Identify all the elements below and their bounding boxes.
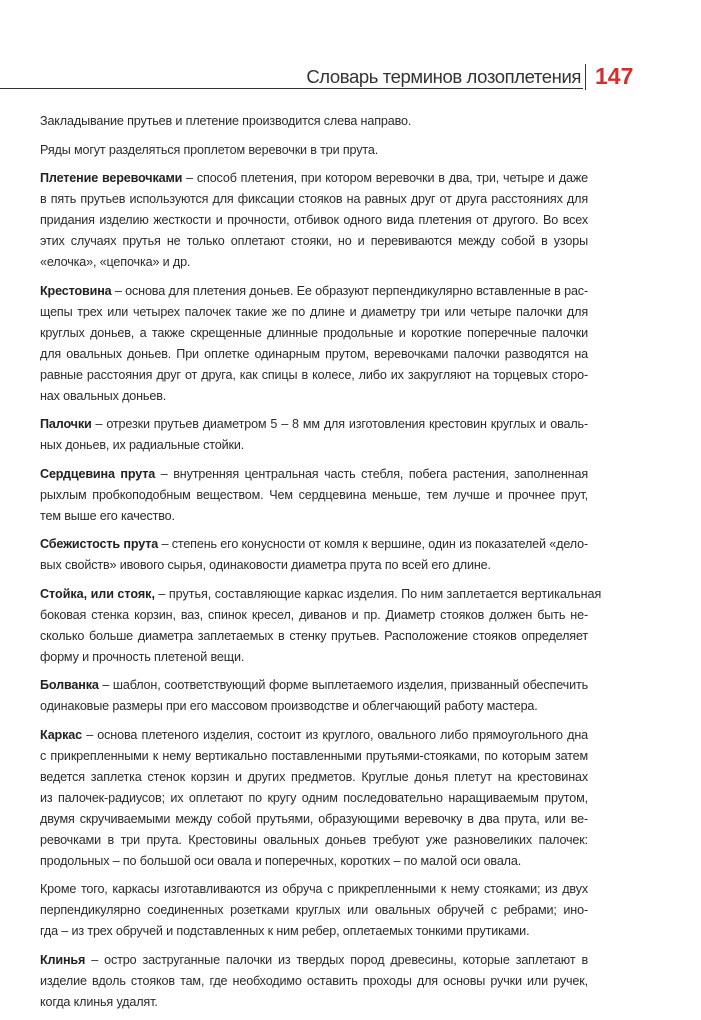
text-line: круглых доньев, а также скрещенные длинные продольные и короткие поперечные палочки xyxy=(40,325,588,340)
text-line: тем выше его качество. xyxy=(40,508,175,523)
definition-text: – отрезки прутьев диаметром 5 – 8 мм для изготовления крестовин круглых и оваль- xyxy=(91,417,588,431)
glossary-entry xyxy=(40,281,588,407)
text-line: этих случаях прутья не только оплетают стояки, но и перевиваются между собой в узоры xyxy=(40,234,588,248)
glossary-entry xyxy=(40,464,588,527)
page-body xyxy=(40,111,602,1020)
text-line: равные расстояния друг от друга, как спицы в колесе, либо их закругляют на торцевых сторо- xyxy=(40,367,588,382)
glossary-entry xyxy=(40,168,588,273)
text-line: гда – из трех обручей и подставленных к ним ребер, оплетаемых тонкими прутиками. xyxy=(40,924,530,938)
glossary-term: Палочки xyxy=(40,417,92,431)
text-line: придания изделию жесткости и прочности, отбивок одного вида плетения от другого. Во всех xyxy=(40,213,588,227)
definition-text: – шаблон, соответствующий форме выплетаемого изделия, призванный обеспечить xyxy=(98,678,588,692)
text-line xyxy=(40,414,588,435)
text-line: «елочка», «цепочка» и др. xyxy=(40,255,191,269)
text-line: нах овальных доньев. xyxy=(40,388,167,403)
glossary-entry xyxy=(40,675,588,717)
text-line: продольных – по большой оси овала и поперечных, коротких – по малой оси овала. xyxy=(40,853,522,868)
text-line: сколько больше диаметра заплетаемых в стенку прутьев. Расположение стояков определяет xyxy=(40,628,588,643)
text-line: Ряды могут разделяться проплетом веревочки в три прута. xyxy=(40,142,379,157)
text-line: одинаковые размеры при его массовом производстве и облегчающий работу мастера. xyxy=(40,699,538,713)
text-line: перпендикулярно соединенных розетками круглых или овальных обручей с ребрами; ино- xyxy=(40,903,588,917)
text-line: рыхлым пробкоподобным веществом. Чем сердцевина меньше, тем лучше и прочнее прут, xyxy=(40,487,588,502)
definition-text: – способ плетения, при котором веревочки в два, три, четыре и даже xyxy=(182,171,588,185)
text-line: в пять прутьев используются для фиксации стояков на равных друг от друга расстояниях для xyxy=(40,192,588,206)
running-title: Словарь терминов лозоплетения xyxy=(306,66,581,87)
text-line xyxy=(40,168,588,189)
glossary-term: Плетение веревочками xyxy=(40,171,183,185)
text-line: ревочками в три прута. Крестовины овальных доньев требуют уже разновеликих палочек: xyxy=(40,832,588,847)
text-line: когда клинья удалят. xyxy=(40,994,158,1009)
text-line xyxy=(40,464,588,485)
glossary-entry xyxy=(40,414,588,456)
text-line xyxy=(40,281,588,302)
text-line xyxy=(40,725,588,746)
glossary-entry xyxy=(40,534,588,576)
text-line: щепы трех или четырех палочек такие же по длине и диаметру три или четыре палочки для xyxy=(40,304,588,319)
text-line: с прикрепленными к нему вертикально поставленными прутьями-стояками, по которым затем xyxy=(40,748,588,763)
page-number: 147 xyxy=(595,63,634,89)
glossary-entry xyxy=(40,584,602,668)
text-line xyxy=(40,950,588,971)
glossary-term: Стойка, или стояк, xyxy=(40,586,155,601)
text-line: Закладывание прутьев и плетение производится слева направо. xyxy=(40,114,412,128)
glossary-entry xyxy=(40,950,588,1013)
glossary-term: Болванка xyxy=(40,678,99,692)
text-line: ведется заплетка стенок корзин и других предметов. Круглые донья плетут на крестовинах xyxy=(40,769,588,784)
text-line: из палочек-радиусов; их оплетают по кругу одним последовательно наращиваемым прутом, xyxy=(40,790,588,805)
definition-text: – степень его конусности от комля к вершине, один из показателей «дело- xyxy=(158,537,589,551)
definition-text: – основа для плетения доньев. Ее образуют перпендикулярно вставленные в рас- xyxy=(111,283,588,298)
paragraph xyxy=(40,140,588,161)
glossary-term: Сбежистость прута xyxy=(40,537,159,551)
text-line: изделие вдоль стояков там, где необходимо оставить проходы для основы ручки или ручек, xyxy=(40,973,588,988)
text-line: боковая стенка корзин, ваз, спинок кресел, диванов и пр. Диаметр стояков должен быть не- xyxy=(40,607,588,622)
definition-text: – основа плетеного изделия, состоит из круглого, овального либо прямоугольного дна xyxy=(81,727,588,742)
text-line xyxy=(40,675,588,696)
paragraph xyxy=(40,111,588,132)
glossary-entry xyxy=(40,725,588,872)
glossary-term: Сердцевина прута xyxy=(40,466,156,481)
text-line xyxy=(40,534,588,555)
text-line: Кроме того, каркасы изготавливаются из обруча с прикрепленными к нему стояками; из двух xyxy=(40,882,588,896)
text-line: ных доньев, их радиальные стойки. xyxy=(40,438,245,452)
text-line: двумя скручиваемыми между собой прутьями, образующими веревочку в два прута, или ве- xyxy=(40,811,588,826)
text-line: для овальных доньев. При оплетке одинарным прутом, веревочками палочки разводятся на xyxy=(40,346,588,361)
paragraph xyxy=(40,879,588,942)
text-line: форму и прочность плетеной вещи. xyxy=(40,649,245,664)
header-rule xyxy=(0,88,583,89)
definition-text: – прутья, составляющие каркас изделия. По ним заплетается вертикальная xyxy=(154,586,602,601)
glossary-term: Клинья xyxy=(40,952,86,967)
header-divider xyxy=(585,64,586,90)
text-line xyxy=(40,584,602,605)
glossary-term: Крестовина xyxy=(40,283,112,298)
definition-text: – остро заструганные палочки из твердых пород древесины, которые заплетают в xyxy=(85,952,588,967)
definition-text: – внутренняя центральная часть стебля, побега растения, заполненная xyxy=(155,466,589,481)
glossary-term: Каркас xyxy=(40,727,82,742)
text-line: вых свойств» ивового сырья, одинаковости диаметра прута по всей его длине. xyxy=(40,558,491,572)
